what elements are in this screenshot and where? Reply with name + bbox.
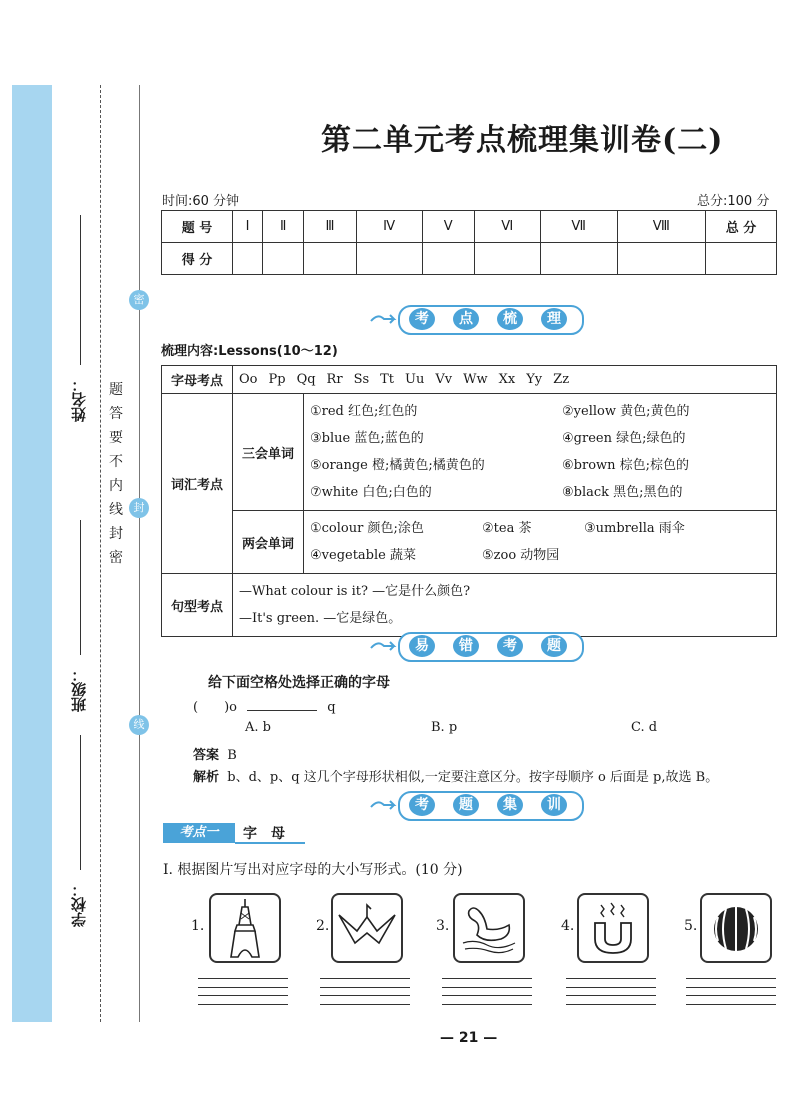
answer-blank[interactable] <box>247 710 317 711</box>
score-cell[interactable] <box>304 243 357 275</box>
watermelon-icon <box>702 895 770 961</box>
sentence-label: 句型考点 <box>162 574 233 637</box>
write-line[interactable] <box>198 987 288 988</box>
write-line[interactable] <box>566 995 656 996</box>
class-blank <box>80 520 81 655</box>
bird-icon <box>333 895 401 961</box>
write-line[interactable] <box>686 1004 776 1005</box>
letters-row: Oo Pp Qq Rr Ss Tt Uu Vv Ww Xx Yy Zz <box>233 366 777 394</box>
score-col: Ⅳ <box>356 211 422 243</box>
arrow-icon <box>370 638 400 652</box>
score-col: Ⅷ <box>617 211 705 243</box>
score-col: Ⅵ <box>474 211 540 243</box>
analysis-row: 解析 b、d、p、q 这几个字母形状相似,一定要注意区分。按字母顺序 o 后面是 p,故选 B。 <box>193 770 719 785</box>
lianghui-label: 两会单词 <box>233 511 304 574</box>
bird-picture <box>331 893 403 963</box>
sentence-patterns: —What colour is it? —它是什么颜色? —It's green. —它是绿色。 <box>233 574 777 637</box>
score-cell[interactable] <box>263 243 304 275</box>
score-cell[interactable] <box>706 243 777 275</box>
mistake-question: ( )o q <box>193 700 336 715</box>
score-cell[interactable] <box>233 243 263 275</box>
write-line[interactable] <box>320 995 410 996</box>
write-line[interactable] <box>198 978 288 979</box>
score-cell[interactable] <box>540 243 617 275</box>
score-cell[interactable] <box>422 243 474 275</box>
write-line[interactable] <box>442 987 532 988</box>
option-a: A. b <box>245 720 271 735</box>
mistake-instruction: 给下面空格处选择正确的字母 <box>208 675 390 691</box>
sanhui-label: 三会单词 <box>233 394 304 511</box>
letters-label: 字母考点 <box>162 366 233 394</box>
review-table <box>161 365 777 637</box>
score-cell[interactable] <box>356 243 422 275</box>
write-line[interactable] <box>320 1004 410 1005</box>
score-row-label: 题 号 <box>162 211 233 243</box>
seal-circle-mi: 密 <box>129 290 149 310</box>
name-label: 姓名： <box>70 377 88 423</box>
score-cell[interactable] <box>617 243 705 275</box>
pic-number: 4. <box>561 918 575 934</box>
banner-practice: 考 题 集 训 <box>370 791 580 817</box>
write-line[interactable] <box>320 987 410 988</box>
pic-number: 2. <box>316 918 330 934</box>
section-tag: 考点一 字 母 <box>163 823 303 843</box>
magnet-icon <box>579 895 647 961</box>
write-line[interactable] <box>442 978 532 979</box>
page-title: 第二单元考点梳理集训卷(二) <box>321 123 724 158</box>
write-line[interactable] <box>686 995 776 996</box>
write-line[interactable] <box>686 978 776 979</box>
time-info: 时间:60 分钟 <box>162 194 240 209</box>
score-col: Ⅱ <box>263 211 304 243</box>
seal-circle-feng: 封 <box>129 498 149 518</box>
swan-picture <box>453 893 525 963</box>
school-blank <box>80 735 81 870</box>
pic-number: 1. <box>191 918 205 934</box>
class-label: 班级： <box>70 667 88 713</box>
review-scope: 梳理内容:Lessons(10～12) <box>161 344 338 359</box>
arrow-icon <box>370 797 400 811</box>
score-table <box>161 210 777 275</box>
pic-number: 3. <box>436 918 450 934</box>
banner-review: 考 点 梳 理 <box>370 305 580 331</box>
sanhui-words: ①red 红色;红色的 ②yellow 黄色;黄色的 ③blue 蓝色;蓝色的 ④green 绿色;绿色的 ⑤orange 橙;橘黄色;橘黄色的 ⑥brown 棕色;棕色的 ⑦white 白色;白色的 ⑧black 黑色;黑色的 <box>304 394 777 511</box>
write-line[interactable] <box>566 1004 656 1005</box>
arrow-icon <box>370 311 400 325</box>
score-header-row <box>162 211 777 243</box>
option-c: C. d <box>631 720 658 735</box>
school-label: 学校： <box>70 882 88 928</box>
score-total-col: 总 分 <box>706 211 777 243</box>
total-info: 总分:100 分 <box>697 194 770 209</box>
lianghui-words: ①colour 颜色;涂色 ②tea 茶 ③umbrella 雨伞 ④vegetable 蔬菜 ⑤zoo 动物园 <box>304 511 777 574</box>
swan-icon <box>455 895 523 961</box>
score-col: Ⅰ <box>233 211 263 243</box>
margin-strip <box>12 85 52 1022</box>
write-line[interactable] <box>320 978 410 979</box>
eiffel-tower-picture <box>209 893 281 963</box>
vocab-label: 词汇考点 <box>162 394 233 574</box>
seal-line <box>139 85 140 1022</box>
dashed-cut-line <box>100 85 101 1022</box>
score-col: Ⅶ <box>540 211 617 243</box>
score-cell[interactable] <box>474 243 540 275</box>
page-number: — 21 — <box>440 1030 498 1046</box>
question-1: Ⅰ. 根据图片写出对应字母的大小写形式。(10 分) <box>163 862 463 878</box>
write-line[interactable] <box>686 987 776 988</box>
score-value-row <box>162 243 777 275</box>
seal-circle-xian: 线 <box>129 715 149 735</box>
magnet-picture <box>577 893 649 963</box>
answer-row: 答案 B <box>193 748 237 763</box>
write-line[interactable] <box>198 1004 288 1005</box>
watermelon-picture <box>700 893 772 963</box>
write-line[interactable] <box>566 987 656 988</box>
write-line[interactable] <box>566 978 656 979</box>
pic-number: 5. <box>684 918 698 934</box>
score-col: Ⅲ <box>304 211 357 243</box>
write-line[interactable] <box>198 995 288 996</box>
score-row-label: 得 分 <box>162 243 233 275</box>
eiffel-tower-icon <box>211 895 279 961</box>
score-col: Ⅴ <box>422 211 474 243</box>
seal-text: 题 答 要 不 内 线 封 密 <box>109 382 123 566</box>
banner-mistakes: 易 错 考 题 <box>370 632 580 658</box>
name-blank <box>80 215 81 365</box>
write-line[interactable] <box>442 1004 532 1005</box>
option-b: B. p <box>431 720 458 735</box>
write-line[interactable] <box>442 995 532 996</box>
